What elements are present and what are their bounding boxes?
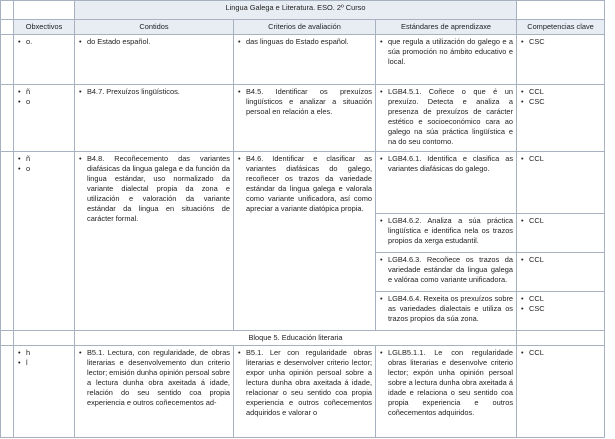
header-obxectivos: Obxectivos	[14, 20, 75, 35]
competencias-cell	[517, 253, 605, 292]
table-row	[1, 152, 605, 214]
margin-cell	[1, 152, 14, 331]
estandares-cell	[376, 253, 517, 292]
criterios-cell	[234, 152, 376, 331]
margin-cell	[14, 331, 75, 346]
competencia-item: • CCL	[520, 154, 601, 164]
contidos-cell	[75, 346, 234, 438]
estandar-text: • LGB4.6.2. Analiza a súa práctica lingüística e identifica nela os trazos propios da xerga estudantil.	[379, 216, 513, 246]
bloque-title: Bloque 5. Educación literaria	[75, 331, 517, 346]
obxectivo-item: • l	[17, 358, 71, 368]
title-blank-cell	[14, 1, 75, 20]
header-row	[1, 20, 605, 35]
margin-cell	[1, 346, 14, 438]
criterio-text: • B4.5. Identificar os prexuízos lingüísticos e analizar a situación persoal en relación a eles.	[237, 87, 372, 117]
competencia-item: • CCL	[520, 348, 601, 358]
competencias-cell	[517, 214, 605, 253]
contido-text: • B4.8. Recoñecemento das variantes diafásicas da lingua galega e da función da lingua estándar, uso normalizado da variante dialectal propia da zona e utilización e valoración da variante estándar da lingua en situacións de carácter formal.	[78, 154, 230, 224]
contido-text: • B5.1. Lectura, con regularidade, de obras literarias e desenvolvemento dun criterio lector; emisión dunha opinión persoal sobre a lectura dunha obra axeitada á idade, relación do seu sentido coa propia experiencia e outros coñecementos ad-	[78, 348, 230, 408]
estandares-cell	[376, 152, 517, 214]
table-title: Lingua Galega e Literatura. ESO. 2º Curso	[75, 1, 517, 20]
title-row	[1, 1, 605, 20]
contidos-cell	[75, 152, 234, 331]
contidos-cell	[75, 35, 234, 85]
competencias-cell	[517, 85, 605, 152]
estandar-text: • LGB4.6.1. Identifica e clasifica as variantes diafásicas do galego.	[379, 154, 513, 174]
competencia-item: • CCL	[520, 87, 601, 97]
estandares-cell	[376, 292, 517, 331]
contido-text: • B4.7. Prexuízos lingüísticos.	[78, 87, 230, 97]
obxectivo-item: • o.	[17, 37, 71, 47]
competencia-item: • CCL	[520, 294, 601, 304]
header-blank-cell	[1, 20, 14, 35]
estandares-cell	[376, 346, 517, 438]
margin-cell	[1, 85, 14, 152]
criterio-text: • B5.1. Ler con regularidade obras literarias e desenvolver criterio lector; expor unha opinión persoal sobre a lectura dunha obra axeitada á idade, relacionar o seu sentido coa propia experiencia e outros coñecementos adquiridos e valorar o	[237, 348, 372, 418]
header-competencias: Competencias clave	[517, 20, 605, 35]
header-estandares: Estándares de aprendizaxe	[376, 20, 517, 35]
obxectivo-item: • o	[17, 164, 71, 174]
estandar-text: • LGLB5.1.1. Le con regularidade obras literarias e desenvolve criterio lector; expón unha opinión persoal sobre a lectura dunha obra axeitada á idade e relaciona o seu sentido coa propia experiencia e outros coñecementos adquiridos.	[379, 348, 513, 418]
title-blank-cell	[517, 1, 605, 20]
obxectivos-cell	[14, 35, 75, 85]
competencias-cell	[517, 152, 605, 214]
margin-cell	[1, 331, 14, 346]
estandar-text: • LGB4.6.3. Recoñece os trazos da variedade estándar da lingua galega e valóraa como variante unificadora.	[379, 255, 513, 285]
estandares-cell	[376, 85, 517, 152]
obxectivo-item: • h	[17, 348, 71, 358]
table-row	[1, 35, 605, 85]
competencias-cell	[517, 346, 605, 438]
competencia-item: • CSC	[520, 97, 601, 107]
bloque-row	[1, 331, 605, 346]
criterios-cell	[234, 346, 376, 438]
criterios-cell	[234, 35, 376, 85]
header-contidos: Contidos	[75, 20, 234, 35]
competencia-item: • CCL	[520, 216, 601, 226]
obxectivos-cell	[14, 346, 75, 438]
margin-cell	[517, 331, 605, 346]
obxectivos-cell	[14, 85, 75, 152]
obxectivos-cell	[14, 152, 75, 331]
header-criterios: Criterios de avaliación	[234, 20, 376, 35]
contidos-cell	[75, 85, 234, 152]
table-row	[1, 85, 605, 152]
contido-text: • do Estado español.	[78, 37, 230, 47]
table-row	[1, 346, 605, 438]
competencia-item: • CSC	[520, 37, 601, 47]
obxectivo-item: • ñ	[17, 154, 71, 164]
criterio-text: • B4.6. Identificar e clasificar as variantes diafásicas do galego, recoñecer os trazos da variedade estándar da lingua galega e valorala como variante unificadora, así como apreciar a variante diatópica propia.	[237, 154, 372, 214]
obxectivo-item: • ñ	[17, 87, 71, 97]
estandares-cell	[376, 214, 517, 253]
criterio-text: • das linguas do Estado español.	[237, 37, 372, 47]
obxectivo-item: • o	[17, 97, 71, 107]
competencia-item: • CCL	[520, 255, 601, 265]
competencias-cell	[517, 292, 605, 331]
estandar-text: • que regula a utilización do galego e a súa promoción no ámbito educativo e local.	[379, 37, 513, 67]
competencias-cell	[517, 35, 605, 85]
competencia-item: • CSC	[520, 304, 601, 314]
criterios-cell	[234, 85, 376, 152]
title-blank-cell	[1, 1, 14, 20]
estandares-cell	[376, 35, 517, 85]
margin-cell	[1, 35, 14, 85]
estandar-text: • LGB4.6.4. Rexeita os prexuízos sobre as variedades dialectais e utiliza os trazos propios da súa zona.	[379, 294, 513, 324]
estandar-text: • LGB4.5.1. Coñece o que é un prexuízo. Detecta e analiza a presenza de prexuízos de carácter estético e socioeconómico cara ao galego na súa práctica lingüística e na do seu contorno.	[379, 87, 513, 147]
